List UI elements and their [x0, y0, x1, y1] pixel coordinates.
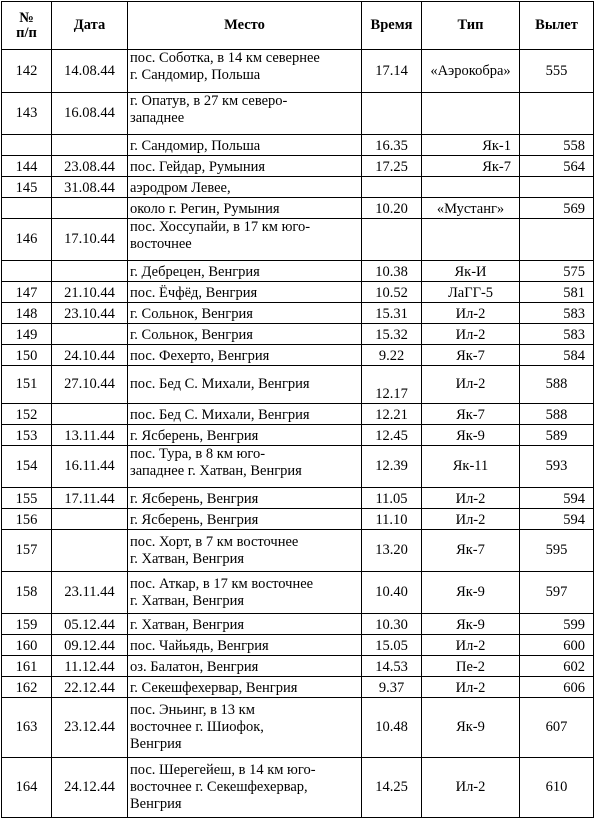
row-sortie: 581 [520, 282, 594, 303]
header-type: Тип [422, 2, 520, 50]
row-time [362, 177, 422, 198]
row-type: Як-7 [422, 156, 520, 177]
row-number: 142 [2, 50, 52, 93]
row-type: Як-7 [422, 345, 520, 366]
row-sortie: 607 [520, 698, 594, 758]
row-time: 10.52 [362, 282, 422, 303]
row-sortie: 597 [520, 572, 594, 614]
row-sortie [520, 177, 594, 198]
table-row [2, 282, 594, 303]
row-date [52, 198, 128, 219]
row-date: 24.10.44 [52, 345, 128, 366]
row-time: 12.21 [362, 404, 422, 425]
row-date [52, 324, 128, 345]
row-type: Ил-2 [422, 366, 520, 404]
row-sortie [520, 219, 594, 261]
row-type: Ил-2 [422, 677, 520, 698]
row-date: 13.11.44 [52, 425, 128, 446]
row-number: 157 [2, 530, 52, 572]
row-time: 13.20 [362, 530, 422, 572]
row-number: 146 [2, 219, 52, 261]
row-time: 12.39 [362, 446, 422, 488]
row-number: 145 [2, 177, 52, 198]
table-row [2, 758, 594, 818]
row-time: 10.38 [362, 261, 422, 282]
row-number: 143 [2, 93, 52, 135]
row-place: г. Ясберень, Венгрия [128, 425, 362, 446]
row-number: 148 [2, 303, 52, 324]
row-sortie: 558 [520, 135, 594, 156]
header-date: Дата [52, 2, 128, 50]
row-number: 144 [2, 156, 52, 177]
row-date: 22.12.44 [52, 677, 128, 698]
row-type: Ил-2 [422, 635, 520, 656]
row-time: 16.35 [362, 135, 422, 156]
row-place: аэродром Левее, [128, 177, 362, 198]
row-type: Ил-2 [422, 488, 520, 509]
row-time: 10.30 [362, 614, 422, 635]
row-sortie: 610 [520, 758, 594, 818]
row-date: 05.12.44 [52, 614, 128, 635]
row-place: пос. Гейдар, Румыния [128, 156, 362, 177]
row-date: 21.10.44 [52, 282, 128, 303]
row-place: г. Секешфехервар, Венгрия [128, 677, 362, 698]
row-type: Як-9 [422, 425, 520, 446]
row-number [2, 198, 52, 219]
row-date [52, 135, 128, 156]
row-time: 9.22 [362, 345, 422, 366]
row-number [2, 261, 52, 282]
row-date: 17.10.44 [52, 219, 128, 261]
row-date [52, 530, 128, 572]
row-time: 15.31 [362, 303, 422, 324]
row-sortie: 555 [520, 50, 594, 93]
row-type [422, 93, 520, 135]
row-sortie: 589 [520, 425, 594, 446]
row-number: 149 [2, 324, 52, 345]
row-type: Як-7 [422, 530, 520, 572]
table-row [2, 656, 594, 677]
row-number: 159 [2, 614, 52, 635]
row-date: 27.10.44 [52, 366, 128, 404]
row-number: 160 [2, 635, 52, 656]
row-place: г. Ясберень, Венгрия [128, 488, 362, 509]
row-sortie: 600 [520, 635, 594, 656]
header-number: № п/п [2, 2, 52, 50]
row-sortie: 599 [520, 614, 594, 635]
row-place: пос. Чайьядь, Венгрия [128, 635, 362, 656]
row-place: г. Ясберень, Венгрия [128, 509, 362, 530]
row-sortie: 595 [520, 530, 594, 572]
table-row [2, 614, 594, 635]
table-row [2, 404, 594, 425]
row-place: пос. Соботка, в 14 км севернее г. Сандомир, Польша [128, 50, 362, 93]
row-date: 11.12.44 [52, 656, 128, 677]
row-time: 11.05 [362, 488, 422, 509]
row-place: пос. Бед С. Михали, Венгрия [128, 366, 362, 404]
row-place: г. Сандомир, Польша [128, 135, 362, 156]
table-row [2, 366, 594, 404]
row-time: 15.05 [362, 635, 422, 656]
row-type [422, 219, 520, 261]
row-sortie: 594 [520, 488, 594, 509]
row-time: 10.20 [362, 198, 422, 219]
row-place: пос. Ёчфёд, Венгрия [128, 282, 362, 303]
row-type: Як-11 [422, 446, 520, 488]
table-row [2, 156, 594, 177]
row-place: пос. Тура, в 8 км юго- западнее г. Хатван, Венгрия [128, 446, 362, 488]
row-time: 9.37 [362, 677, 422, 698]
row-time: 11.10 [362, 509, 422, 530]
row-number: 150 [2, 345, 52, 366]
header-time: Время [362, 2, 422, 50]
table-row [2, 572, 594, 614]
row-place: пос. Фехерто, Венгрия [128, 345, 362, 366]
row-time: 17.25 [362, 156, 422, 177]
row-sortie: 564 [520, 156, 594, 177]
row-date: 17.11.44 [52, 488, 128, 509]
row-date: 16.11.44 [52, 446, 128, 488]
row-number: 162 [2, 677, 52, 698]
row-number [2, 135, 52, 156]
table-row [2, 488, 594, 509]
row-time: 12.17 [362, 366, 422, 404]
row-number: 154 [2, 446, 52, 488]
table-row [2, 261, 594, 282]
row-number: 158 [2, 572, 52, 614]
row-time: 17.14 [362, 50, 422, 93]
row-type: Пе-2 [422, 656, 520, 677]
row-date: 23.08.44 [52, 156, 128, 177]
row-place: г. Хатван, Венгрия [128, 614, 362, 635]
row-time: 10.48 [362, 698, 422, 758]
table-row [2, 446, 594, 488]
row-sortie [520, 93, 594, 135]
row-type: Як-7 [422, 404, 520, 425]
table-row [2, 324, 594, 345]
row-date: 16.08.44 [52, 93, 128, 135]
table-row [2, 177, 594, 198]
row-type: Як-И [422, 261, 520, 282]
row-number: 153 [2, 425, 52, 446]
row-type: Як-9 [422, 698, 520, 758]
row-sortie: 575 [520, 261, 594, 282]
row-date: 23.11.44 [52, 572, 128, 614]
row-date: 24.12.44 [52, 758, 128, 818]
row-sortie: 588 [520, 404, 594, 425]
row-place: пос. Эньинг, в 13 км восточнее г. Шиофок, Венгрия [128, 698, 362, 758]
row-time [362, 219, 422, 261]
table-row [2, 698, 594, 758]
row-number: 164 [2, 758, 52, 818]
row-date: 14.08.44 [52, 50, 128, 93]
row-type: Ил-2 [422, 303, 520, 324]
row-type: Як-9 [422, 572, 520, 614]
row-sortie: 583 [520, 324, 594, 345]
header-sortie: Вылет [520, 2, 594, 50]
table-row [2, 50, 594, 93]
row-number: 147 [2, 282, 52, 303]
row-place: г. Сольнок, Венгрия [128, 324, 362, 345]
row-sortie: 584 [520, 345, 594, 366]
row-time: 15.32 [362, 324, 422, 345]
row-type: Ил-2 [422, 509, 520, 530]
row-type: Як-1 [422, 135, 520, 156]
table-row [2, 219, 594, 261]
row-date: 09.12.44 [52, 635, 128, 656]
row-sortie: 593 [520, 446, 594, 488]
header-row [2, 2, 594, 50]
row-time: 10.40 [362, 572, 422, 614]
table-row [2, 530, 594, 572]
row-place: пос. Хоссупайи, в 17 км юго- восточнее [128, 219, 362, 261]
header-place: Место [128, 2, 362, 50]
sorties-table [1, 1, 594, 818]
table-row [2, 425, 594, 446]
row-type: «Аэрокобра» [422, 50, 520, 93]
row-date [52, 509, 128, 530]
table-row [2, 509, 594, 530]
table-row [2, 135, 594, 156]
row-place: г. Опатув, в 27 км северо- западнее [128, 93, 362, 135]
row-number: 151 [2, 366, 52, 404]
row-sortie: 606 [520, 677, 594, 698]
row-sortie: 569 [520, 198, 594, 219]
row-number: 152 [2, 404, 52, 425]
row-sortie: 588 [520, 366, 594, 404]
row-place: пос. Шерегейеш, в 14 км юго- восточнее г. Секешфехервар, Венгрия [128, 758, 362, 818]
row-place: пос. Хорт, в 7 км восточнее г. Хатван, Венгрия [128, 530, 362, 572]
row-date: 31.08.44 [52, 177, 128, 198]
row-date: 23.12.44 [52, 698, 128, 758]
row-time: 12.45 [362, 425, 422, 446]
row-place: г. Дебрецен, Венгрия [128, 261, 362, 282]
table-row [2, 677, 594, 698]
row-date [52, 261, 128, 282]
row-type: Ил-2 [422, 324, 520, 345]
row-date: 23.10.44 [52, 303, 128, 324]
row-type: Ил-2 [422, 758, 520, 818]
row-place: около г. Регин, Румыния [128, 198, 362, 219]
row-time [362, 93, 422, 135]
row-number: 155 [2, 488, 52, 509]
row-place: пос. Бед С. Михали, Венгрия [128, 404, 362, 425]
row-number: 156 [2, 509, 52, 530]
row-type: Як-9 [422, 614, 520, 635]
row-place: г. Сольнок, Венгрия [128, 303, 362, 324]
row-sortie: 583 [520, 303, 594, 324]
row-number: 163 [2, 698, 52, 758]
row-type: ЛаГГ-5 [422, 282, 520, 303]
row-type [422, 177, 520, 198]
table-row [2, 198, 594, 219]
table-row [2, 93, 594, 135]
row-place: оз. Балатон, Венгрия [128, 656, 362, 677]
row-date [52, 404, 128, 425]
table-row [2, 345, 594, 366]
row-time: 14.53 [362, 656, 422, 677]
row-type: «Мустанг» [422, 198, 520, 219]
row-number: 161 [2, 656, 52, 677]
row-time: 14.25 [362, 758, 422, 818]
table-row [2, 635, 594, 656]
row-sortie: 602 [520, 656, 594, 677]
row-sortie: 594 [520, 509, 594, 530]
row-place: пос. Аткар, в 17 км восточнее г. Хатван, Венгрия [128, 572, 362, 614]
table-row [2, 303, 594, 324]
